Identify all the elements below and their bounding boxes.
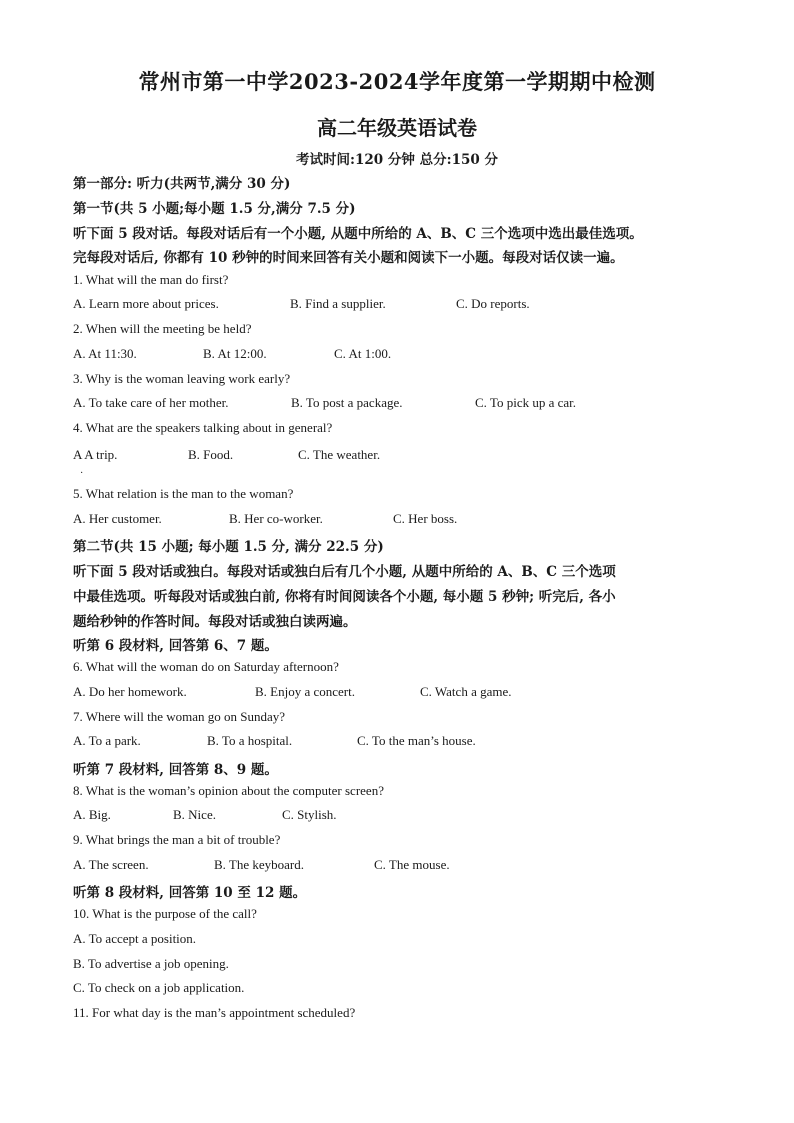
option-b: B. At 12:00. [203,346,267,361]
question-stem: 11. For what day is the man’s appointment scheduled? [73,1005,356,1020]
option-c: C. Watch a game. [420,684,512,699]
material-6-heading: 听第 6 段材料, 回答第 6、7 题。 [73,638,278,654]
question-stem: 2. When will the meeting be held? [73,321,252,336]
option-b: B. To advertise a job opening. [73,956,229,971]
section2-instruction-1: 听下面 5 段对话或独白。每段对话或独白后有几个小题, 从题中所给的 A、B、C 三个选项 [73,564,616,580]
question-stem: 3. Why is the woman leaving work early? [73,371,291,386]
option-a: A. Big. [73,807,111,822]
question-stem: 10. What is the purpose of the call? [73,906,257,921]
option-a: A. At 11:30. [73,346,137,361]
option-c: C. Do reports. [456,296,530,311]
option-b: B. Find a supplier. [290,296,386,311]
option-a: A. Do her homework. [73,684,187,699]
option-c: C. Her boss. [393,511,458,526]
option-b: B. Food. [188,447,234,462]
exam-subtitle: 高二年级英语试卷 [317,116,477,140]
option-b: B. Nice. [173,807,216,822]
option-b: B. Her co-worker. [229,511,323,526]
part1-heading: 第一部分: 听力(共两节,满分 30 分) [73,176,291,192]
material-8-heading: 听第 8 段材料, 回答第 10 至 12 题。 [73,885,307,901]
option-a: A. Learn more about prices. [73,296,219,311]
question-stem: 4. What are the speakers talking about in general? [73,420,333,435]
question-stem: 1. What will the man do first? [73,272,229,287]
option-a: A A trip. [73,447,118,462]
material-7-heading: 听第 7 段材料, 回答第 8、9 题。 [73,762,278,778]
option-b: B. To a hospital. [207,733,293,748]
question-stem: 8. What is the woman’s opinion about the computer screen? [73,783,384,798]
option-a: A. The screen. [73,857,149,872]
section1-instruction-2: 完每段对话后, 你都有 10 秒钟的时间来回答有关小题和阅读下一小题。每段对话仅读一遍。 [73,250,624,266]
exam-title: 常州市第一中学2023-2024学年度第一学期期中检测 [138,69,656,94]
option-c: C. The mouse. [374,857,450,872]
option-c: C. The weather. [298,447,381,462]
option-c: C. To check on a job application. [73,980,245,995]
question-stem: 5. What relation is the man to the woman? [73,486,294,501]
question-stem: 7. Where will the woman go on Sunday? [73,709,286,724]
section2-heading: 第二节(共 15 小题; 每小题 1.5 分, 满分 22.5 分) [73,539,384,555]
option-b: B. Enjoy a concert. [255,684,355,699]
option-c: C. At 1:00. [334,346,392,361]
option-c: C. Stylish. [282,807,337,822]
stray-dot: · [80,468,84,479]
option-b: B. To post a package. [291,395,403,410]
option-a: A. To accept a position. [73,931,197,946]
option-c: C. To the man’s house. [357,733,476,748]
section1-heading: 第一节(共 5 小题;每小题 1.5 分,满分 7.5 分) [73,201,356,217]
option-b: B. The keyboard. [214,857,305,872]
option-a: A. To a park. [73,733,141,748]
option-a: A. To take care of her mother. [73,395,229,410]
option-c: C. To pick up a car. [475,395,577,410]
section2-instruction-3: 题给秒钟的作答时间。每段对话或独白读两遍。 [73,614,357,630]
exam-info: 考试时间:120 分钟 总分:150 分 [296,152,498,168]
section2-instruction-2: 中最佳选项。听每段对话或独白前, 你将有时间阅读各个小题, 每小题 5 秒钟; 听完后, 各小 [73,589,616,605]
section1-instruction-1: 听下面 5 段对话。每段对话后有一个小题, 从题中所给的 A、B、C 三个选项中选出最佳选项。 [73,226,643,242]
question-stem: 9. What brings the man a bit of trouble? [73,832,281,847]
option-a: A. Her customer. [73,511,162,526]
question-stem: 6. What will the woman do on Saturday afternoon? [73,659,339,674]
